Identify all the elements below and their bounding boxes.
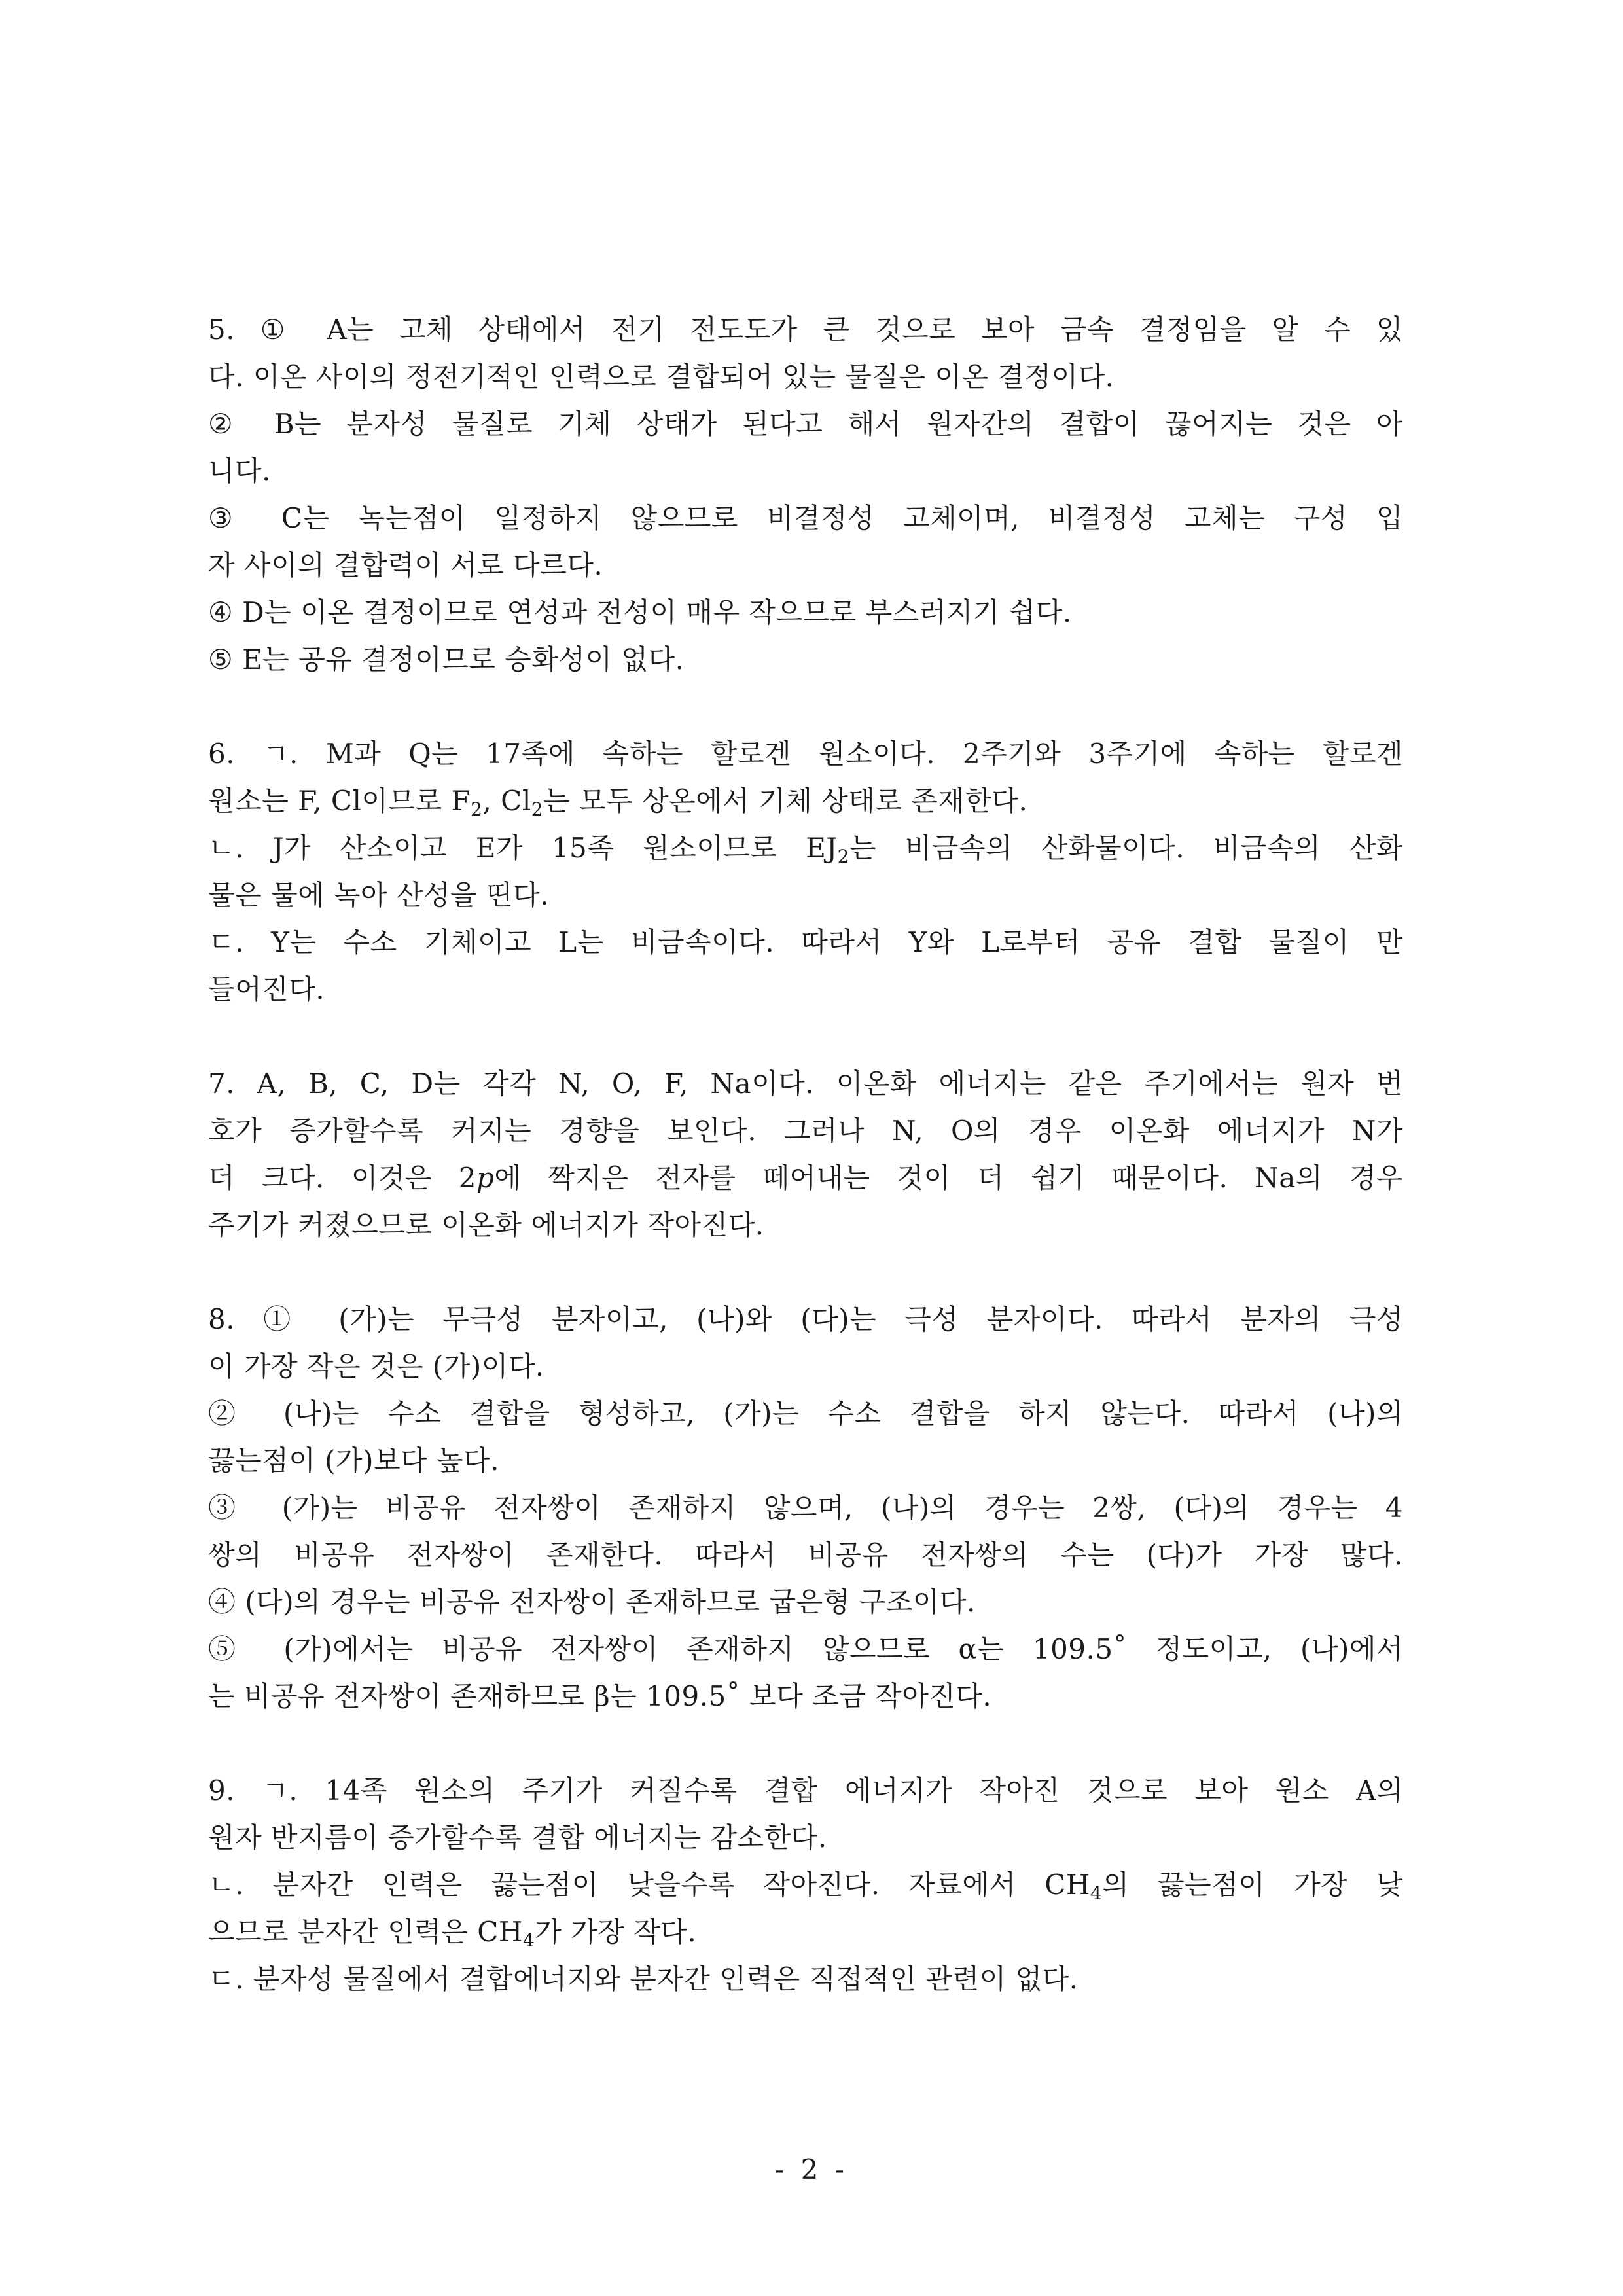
text-line: ㄷ. 분자성 물질에서 결합에너지와 분자간 인력은 직접적인 관련이 없다. — [208, 1963, 1079, 1995]
text-span: 는 모두 상온에서 기체 상태로 존재한다. — [543, 785, 1028, 817]
page-number: - 2 - — [775, 2153, 848, 2185]
text-line: ③ (가)는 비공유 전자쌍이 존재하지 않으며, (나)의 경우는 2쌍, (다)의 경우는 4 — [208, 1492, 1403, 1524]
text-line: 자 사이의 결합력이 서로 다르다. — [208, 549, 603, 581]
document-body — [208, 306, 1403, 2050]
subscript: 2 — [837, 846, 850, 867]
text-span: 원소는 F, Cl이므로 F — [208, 785, 471, 817]
text-span: 에 짝지은 전자를 떼어내는 것이 더 쉽기 때문이다. Na의 경우 — [494, 1162, 1404, 1194]
text-span: ㄴ. J가 산소이고 E가 15족 원소이므로 EJ — [208, 832, 838, 864]
text-line: 물은 물에 녹아 산성을 띤다. — [208, 879, 550, 911]
text-line: ㄷ. Y는 수소 기체이고 L는 비금속이다. 따라서 Y와 L로부터 공유 결합 물질이 만 — [208, 926, 1403, 958]
subscript: 2 — [471, 798, 483, 820]
text-line: 9. ㄱ. 14족 원소의 주기가 커질수록 결합 에너지가 작아진 것으로 보아 원소 A의 — [208, 1774, 1403, 1806]
text-line: 8. ① (가)는 무극성 분자이고, (나)와 (다)는 극성 분자이다. 따라서 분자의 극성 — [208, 1303, 1403, 1335]
subscript: 4 — [1090, 1882, 1103, 1904]
text-line — [208, 778, 1403, 825]
text-line: 7. A, B, C, D는 각각 N, O, F, Na이다. 이온화 에너지는 같은 주기에서는 원자 번 — [208, 1067, 1403, 1100]
text-line: 호가 증가할수록 커지는 경향을 보인다. 그러나 N, O의 경우 이온화 에너지가 N가 — [208, 1115, 1403, 1147]
answer-9 — [208, 1767, 1403, 2003]
text-line: 6. ㄱ. M과 Q는 17족에 속하는 할로겐 원소이다. 2주기와 3주기에 속하는 할로겐 — [208, 738, 1403, 770]
text-line: 쌍의 비공유 전자쌍이 존재한다. 따라서 비공유 전자쌍의 수는 (다)가 가장 많다. — [208, 1539, 1403, 1571]
text-line: 니다. — [208, 455, 271, 487]
text-span: 으므로 분자간 인력은 CH — [208, 1916, 523, 1948]
text-line: 5. ① A는 고체 상태에서 전기 전도도가 큰 것으로 보아 금속 결정임을 알 수 있 — [208, 314, 1403, 346]
text-line: ③ C는 녹는점이 일정하지 않으므로 비결정성 고체이며, 비결정성 고체는 구성 입 — [208, 502, 1403, 534]
text-line — [208, 1909, 1403, 1956]
text-line: 원자 반지름이 증가할수록 결합 에너지는 감소한다. — [208, 1821, 827, 1854]
text-line: 들어진다. — [208, 973, 325, 1005]
text-span: 가 가장 작다. — [535, 1916, 697, 1948]
subscript: 4 — [522, 1929, 535, 1951]
text-span: 더 크다. 이것은 2 — [208, 1162, 476, 1194]
subscript: 2 — [531, 798, 544, 820]
text-span: 의 끓는점이 가장 낮 — [1102, 1869, 1403, 1901]
answer-8 — [208, 1296, 1403, 1720]
text-line — [208, 1861, 1403, 1909]
text-line: ② B는 분자성 물질로 기체 상태가 된다고 해서 원자간의 결합이 끊어지는 것은 아 — [208, 408, 1403, 440]
text-span: , Cl — [482, 785, 531, 817]
italic-orbital: p — [476, 1162, 495, 1194]
text-line: 끓는점이 (가)보다 높다. — [208, 1444, 499, 1477]
text-line: ④ (다)의 경우는 비공유 전자쌍이 존재하므로 굽은형 구조이다. — [208, 1586, 976, 1618]
text-line: 주기가 커졌으므로 이온화 에너지가 작아진다. — [208, 1209, 764, 1241]
answer-6 — [208, 730, 1403, 1013]
answer-7 — [208, 1060, 1403, 1249]
text-line: 이 가장 작은 것은 (가)이다. — [208, 1350, 544, 1382]
text-line: ② (나)는 수소 결합을 형성하고, (가)는 수소 결합을 하지 않는다. 따라서 (나)의 — [208, 1397, 1403, 1429]
text-line: 다. 이온 사이의 정전기적인 인력으로 결합되어 있는 물질은 이온 결정이다. — [208, 361, 1115, 393]
text-span: 는 비금속의 산화물이다. 비금속의 산화 — [849, 832, 1404, 864]
text-span: ㄴ. 분자간 인력은 끓는점이 낮을수록 작아진다. 자료에서 CH — [208, 1869, 1090, 1901]
text-line — [208, 825, 1403, 872]
answer-5 — [208, 306, 1403, 683]
text-line: ⑤ E는 공유 결정이므로 승화성이 없다. — [208, 643, 685, 675]
text-line — [208, 1155, 1403, 1202]
text-line: ⑤ (가)에서는 비공유 전자쌍이 존재하지 않으므로 α는 109.5˚ 정도이고, (나)에서 — [208, 1633, 1403, 1665]
text-line: 는 비공유 전자쌍이 존재하므로 β는 109.5˚ 보다 조금 작아진다. — [208, 1680, 992, 1712]
text-line: ④ D는 이온 결정이므로 연성과 전성이 매우 작으므로 부스러지기 쉽다. — [208, 596, 1072, 628]
